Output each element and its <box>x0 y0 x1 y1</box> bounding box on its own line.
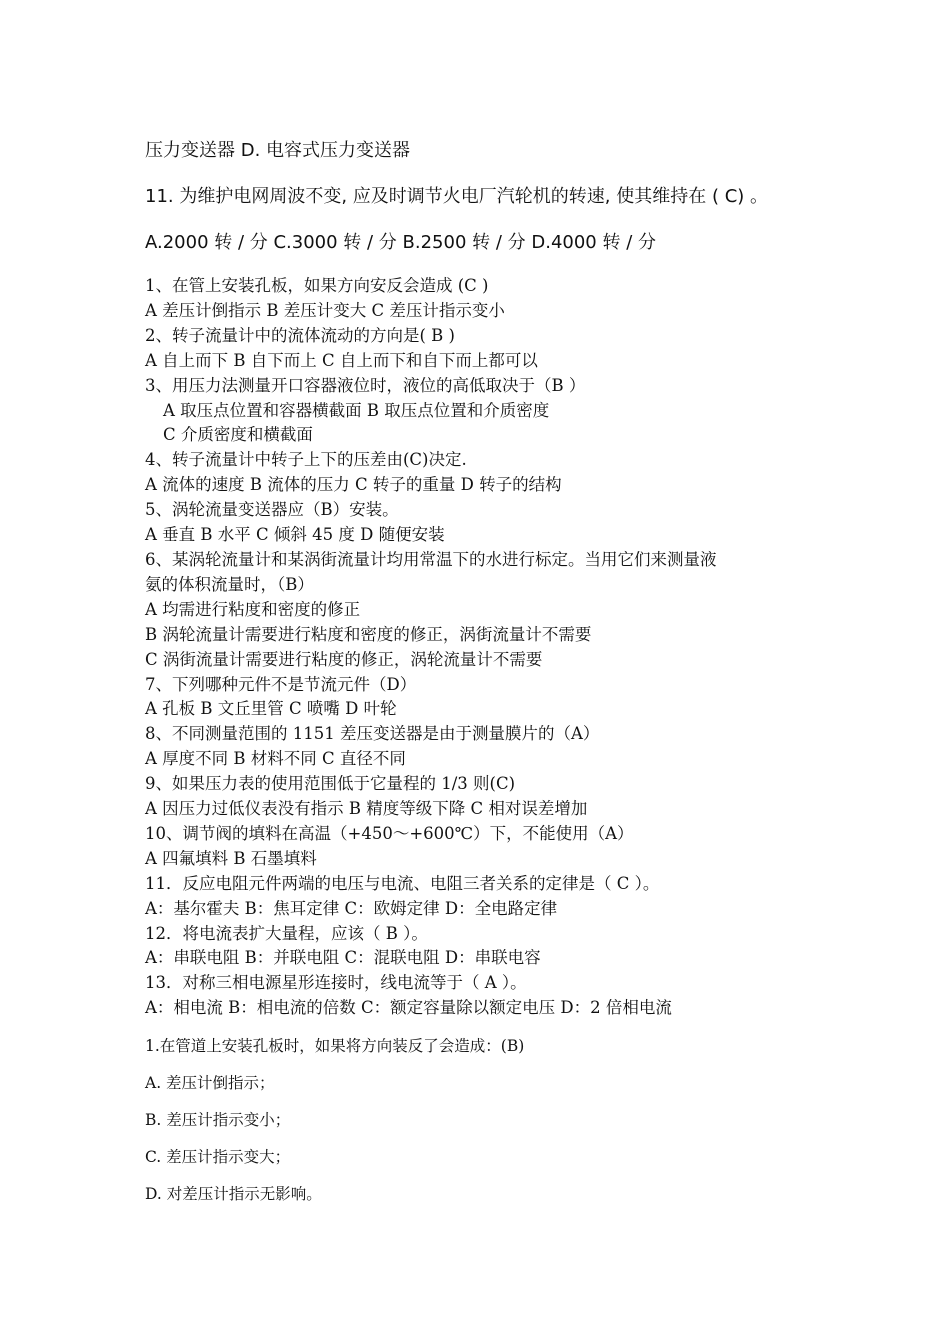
answer-line: A：串联电阻 B：并联电阻 C：混联电阻 D：串联电容 <box>145 948 541 968</box>
answer-line: A 流体的速度 B 流体的压力 C 转子的重量 D 转子的结构 <box>145 475 562 495</box>
question-line: 氨的体积流量时，（B） <box>145 574 314 594</box>
option-c: C. 差压计指示变大； <box>145 1148 291 1166</box>
option-b: B. 差压计指示变小； <box>145 1111 291 1129</box>
question-line: 9、如果压力表的使用范围低于它量程的 1/3 则(C) <box>145 774 516 794</box>
answer-line: A：基尔霍夫 B：焦耳定律 C：欧姆定律 D：全电路定律 <box>145 898 558 918</box>
answer-line: A 孔板 B 文丘里管 C 喷嘴 D 叶轮 <box>145 699 397 719</box>
question-line: 10、调节阀的填料在高温（+450～+600℃）下，不能使用（A） <box>145 823 634 843</box>
question-line: 6、某涡轮流量计和某涡街流量计均用常温下的水进行标定。当用它们来测量液 <box>145 549 717 569</box>
answer-line: A 差压计倒指示 B 差压计变大 C 差压计指示变小 <box>145 300 505 320</box>
answer-line: A 垂直 B 水平 C 倾斜 45 度 D 随便安装 <box>145 525 445 545</box>
answer-line: A 厚度不同 B 材料不同 C 直径不同 <box>145 749 406 769</box>
question-list <box>145 274 835 1021</box>
question-line: 3、用压力法测量开口容器液位时，液位的高低取决于（B ） <box>145 375 586 395</box>
question-line: 8、不同测量范围的 1151 差压变送器是由于测量膜片的（A） <box>145 724 600 744</box>
answer-line: B 涡轮流量计需要进行粘度和密度的修正，涡街流量计不需要 <box>145 624 592 644</box>
question-line: 4、转子流量计中转子上下的压差由(C)决定. <box>145 450 467 470</box>
option-a: A. 差压计倒指示； <box>145 1074 275 1092</box>
question-11-options: A.2000 转 / 分 C.3000 转 / 分 B.2500 转 / 分 D.4000 转 / 分 <box>145 232 656 253</box>
question-line: 1、在管上安装孔板，如果方向安反会造成 (C ) <box>145 276 489 295</box>
question-line: 7、下列哪种元件不是节流元件（D） <box>145 674 417 694</box>
answer-line: A：相电流 B：相电流的倍数 C：额定容量除以额定电压 D：2 倍相电流 <box>145 998 672 1018</box>
question-orifice-plate: 1.在管道上安装孔板时，如果将方向装反了会造成：(B) <box>145 1037 525 1055</box>
bottom-section <box>145 1034 835 1219</box>
question-line: 13．对称三相电源星形连接时，线电流等于（ A ）。 <box>145 973 527 993</box>
question-line: 2、转子流量计中的流体流动的方向是( B ) <box>145 325 455 345</box>
question-11-turbine-speed: 11. 为维护电网周波不变, 应及时调节火电厂汽轮机的转速, 使其维持在 ( C) 。 <box>145 186 769 207</box>
top-section <box>145 138 865 276</box>
question-line: 11．反应电阻元件两端的电压与电流、电阻三者关系的定律是（ C ）。 <box>145 873 660 893</box>
question-line: 5、涡轮流量变送器应（B）安装。 <box>145 500 399 520</box>
answer-line: A 取压点位置和容器横截面 B 取压点位置和介质密度 <box>163 400 550 420</box>
text-line-pressure-transmitter: 压力变送器 D. 电容式压力变送器 <box>145 140 411 161</box>
answer-line: C 介质密度和横截面 <box>163 425 313 445</box>
answer-line: A 因压力过低仪表没有指示 B 精度等级下降 C 相对误差增加 <box>145 799 588 819</box>
answer-line: A 四氟填料 B 石墨填料 <box>145 848 317 868</box>
answer-line: A 均需进行粘度和密度的修正 <box>145 599 361 619</box>
option-d: D. 对差压计指示无影响。 <box>145 1185 322 1203</box>
answer-line: A 自上而下 B 自下而上 C 自上而下和自下而上都可以 <box>145 350 538 370</box>
question-line: 12．将电流表扩大量程，应该（ B ）。 <box>145 923 428 943</box>
answer-line: C 涡街流量计需要进行粘度的修正，涡轮流量计不需要 <box>145 649 543 669</box>
